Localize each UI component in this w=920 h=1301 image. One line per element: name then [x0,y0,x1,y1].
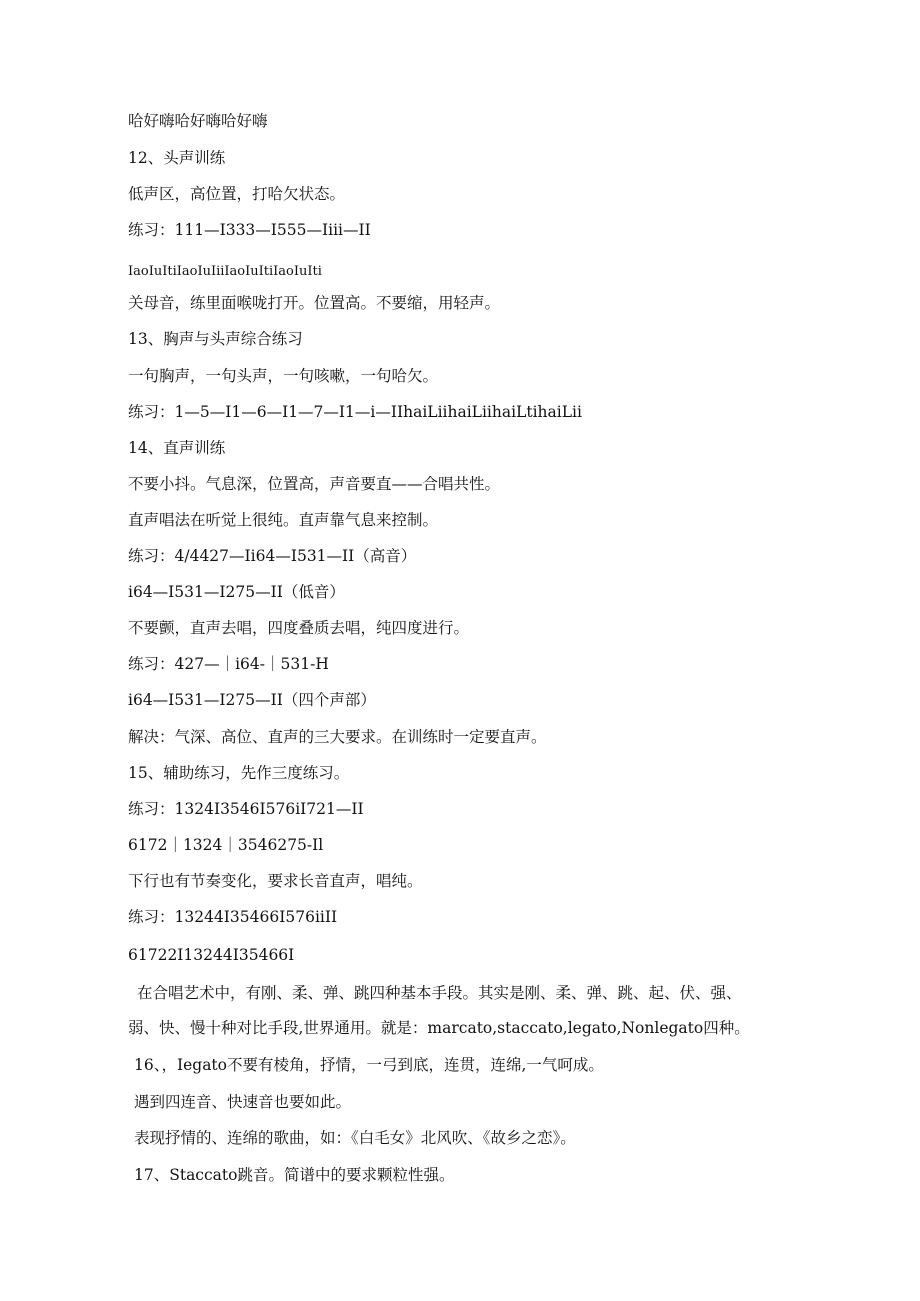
exercise-line: i64—I531—I275—II（低音） [128,583,345,601]
section-heading: 15、辅助练习，先作三度练习。 [128,764,350,782]
section-heading: 14、直声训练 [128,439,226,457]
exercise-line: i64—I531—I275—II（四个声部） [128,691,376,709]
exercise-line: 6172｜1324｜3546275-Il [128,836,324,854]
text-line: 解决：气深、高位、直声的三大要求。在训练时一定要直声。 [128,728,547,746]
text-line: 哈好嗨哈好嗨哈好嗨 [128,112,268,130]
section-heading: 16、，Iegato不要有棱角，抒情，一弓到底，连贯，连绵,一气呵成。 [134,1056,604,1074]
text-line: 关母音，练里面喉咙打开。位置高。不要缩，用轻声。 [128,294,501,312]
exercise-line: 练习：427—｜i64-｜531-H [128,655,329,673]
exercise-line: 练习：13244I35466I576iiII [128,908,338,926]
text-line: 遇到四连音、快速音也要如此。 [134,1093,352,1111]
exercise-line: 练习：4/4427—Ii64—I531—II（高音） [128,547,417,565]
exercise-line: 61722I13244I35466I [128,946,295,964]
section-heading: 17、Staccato跳音。简谱中的要求颗粒性强。 [134,1166,455,1184]
section-heading: 12、头声训练 [128,149,226,167]
exercise-line: 练习：1—5—I1—6—I1—7—I1—i—IIhaiLiihaiLiihaiLtihaiLii [128,403,582,421]
text-line: 表现抒情的、连绵的歌曲，如：《白毛女》北风吹、《故乡之恋》。 [134,1129,576,1147]
exercise-line: 练习：111—I333—I555—Iiii—II [128,221,371,239]
section-heading: 13、胸声与头声综合练习 [128,330,303,348]
text-line: 一句胸声，一句头声，一句咳嗽，一句哈欠。 [128,367,439,385]
text-line: 不要颤，直声去唱，四度叠质去唱，纯四度进行。 [128,619,470,637]
paragraph-line: 弱、快、慢十种对比手段,世界通用。就是：marcato,staccato,legato,Nonlegato四种。 [128,1019,750,1037]
text-line: 下行也有节奏变化，要求长音直声，唱纯。 [128,872,423,890]
text-line: 直声唱法在听觉上很纯。直声靠气息来控制。 [128,511,439,529]
paragraph-line: 在合唱艺术中，有刚、柔、弹、跳四种基本手段。其实是刚、柔、弹、跳、起、伏、强、 [137,984,742,1002]
text-line: 低声区，高位置，打哈欠状态。 [128,185,346,203]
text-line: 不要小抖。气息深，位置高，声音要直——合唱共性。 [128,475,501,493]
exercise-line: 练习：1324I3546I576iI721—II [128,800,364,818]
exercise-line: IaoIuItiIaoIuIiiIaoIuItiIaoIuIti [128,264,322,279]
